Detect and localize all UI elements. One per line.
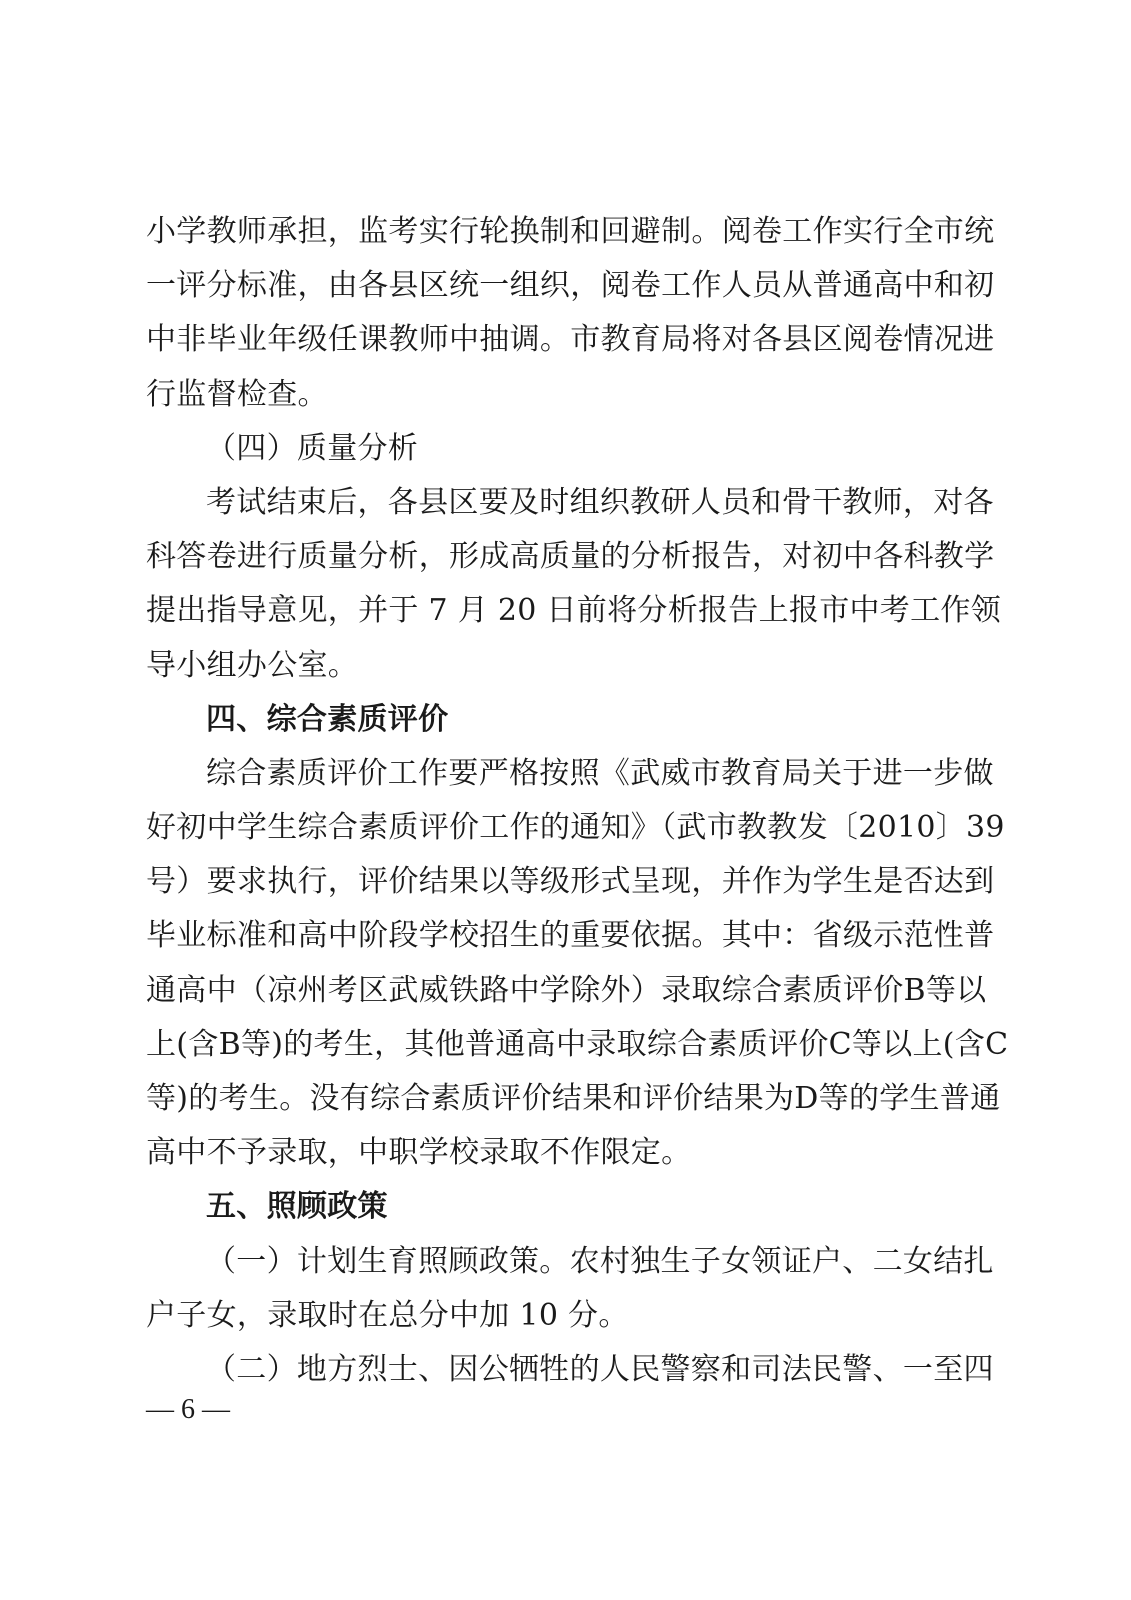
text-line: 综合素质评价工作要严格按照《武威市教育局关于进一步做 [206,755,994,791]
text-line: 高中不予录取，中职学校录取不作限定。 [146,1135,692,1171]
text-line: 小学教师承担，监考实行轮换制和回避制。阅卷工作实行全市统 [146,214,995,249]
text-line: 号）要求执行，评价结果以等级形式呈现，并作为学生是否达到 [146,864,995,900]
text-line: （二）地方烈士、因公牺牲的人民警察和司法民警、一至四 [206,1351,994,1387]
text-line: 行监督检查。 [146,376,328,412]
text-line: 考试结束后，各县区要及时组织教研人员和骨干教师，对各 [206,484,994,520]
page-number: — 6 — [146,1394,230,1425]
text-line: 提出指导意见，并于 7 月 20 日前将分析报告上报市中考工作领 [146,593,1002,629]
section-heading: 四、综合素质评价 [206,701,449,737]
text-line: 导小组办公室。 [146,647,359,683]
text-line: 等)的考生。没有综合素质评价结果和评价结果为D等的学生普通 [146,1081,1001,1116]
text-line: （四）质量分析 [206,430,419,466]
text-line: 通高中（凉州考区武威铁路中学除外）录取综合素质评价B等以 [146,972,987,1008]
text-line: 科答卷进行质量分析，形成高质量的分析报告，对初中各科教学 [146,539,995,575]
text-line: 好初中学生综合素质评价工作的通知》（武市教教发〔2010〕39 [146,810,1005,846]
text-line: 上(含B等)的考生，其他普通高中录取综合素质评价C等以上(含C [146,1026,1009,1062]
text-line: （一）计划生育照顾政策。农村独生子女领证户、二女结扎 [206,1243,994,1279]
text-line: 中非毕业年级任课教师中抽调。市教育局将对各县区阅卷情况进 [146,322,995,358]
text-line: 毕业标准和高中阶段学校招生的重要依据。其中：省级示范性普 [146,918,995,954]
section-heading: 五、照顾政策 [206,1189,388,1225]
text-line: 一评分标准，由各县区统一组织，阅卷工作人员从普通高中和初 [146,268,995,304]
text-line: 户子女，录取时在总分中加 10 分。 [146,1297,629,1333]
document-body [146,205,1009,1397]
